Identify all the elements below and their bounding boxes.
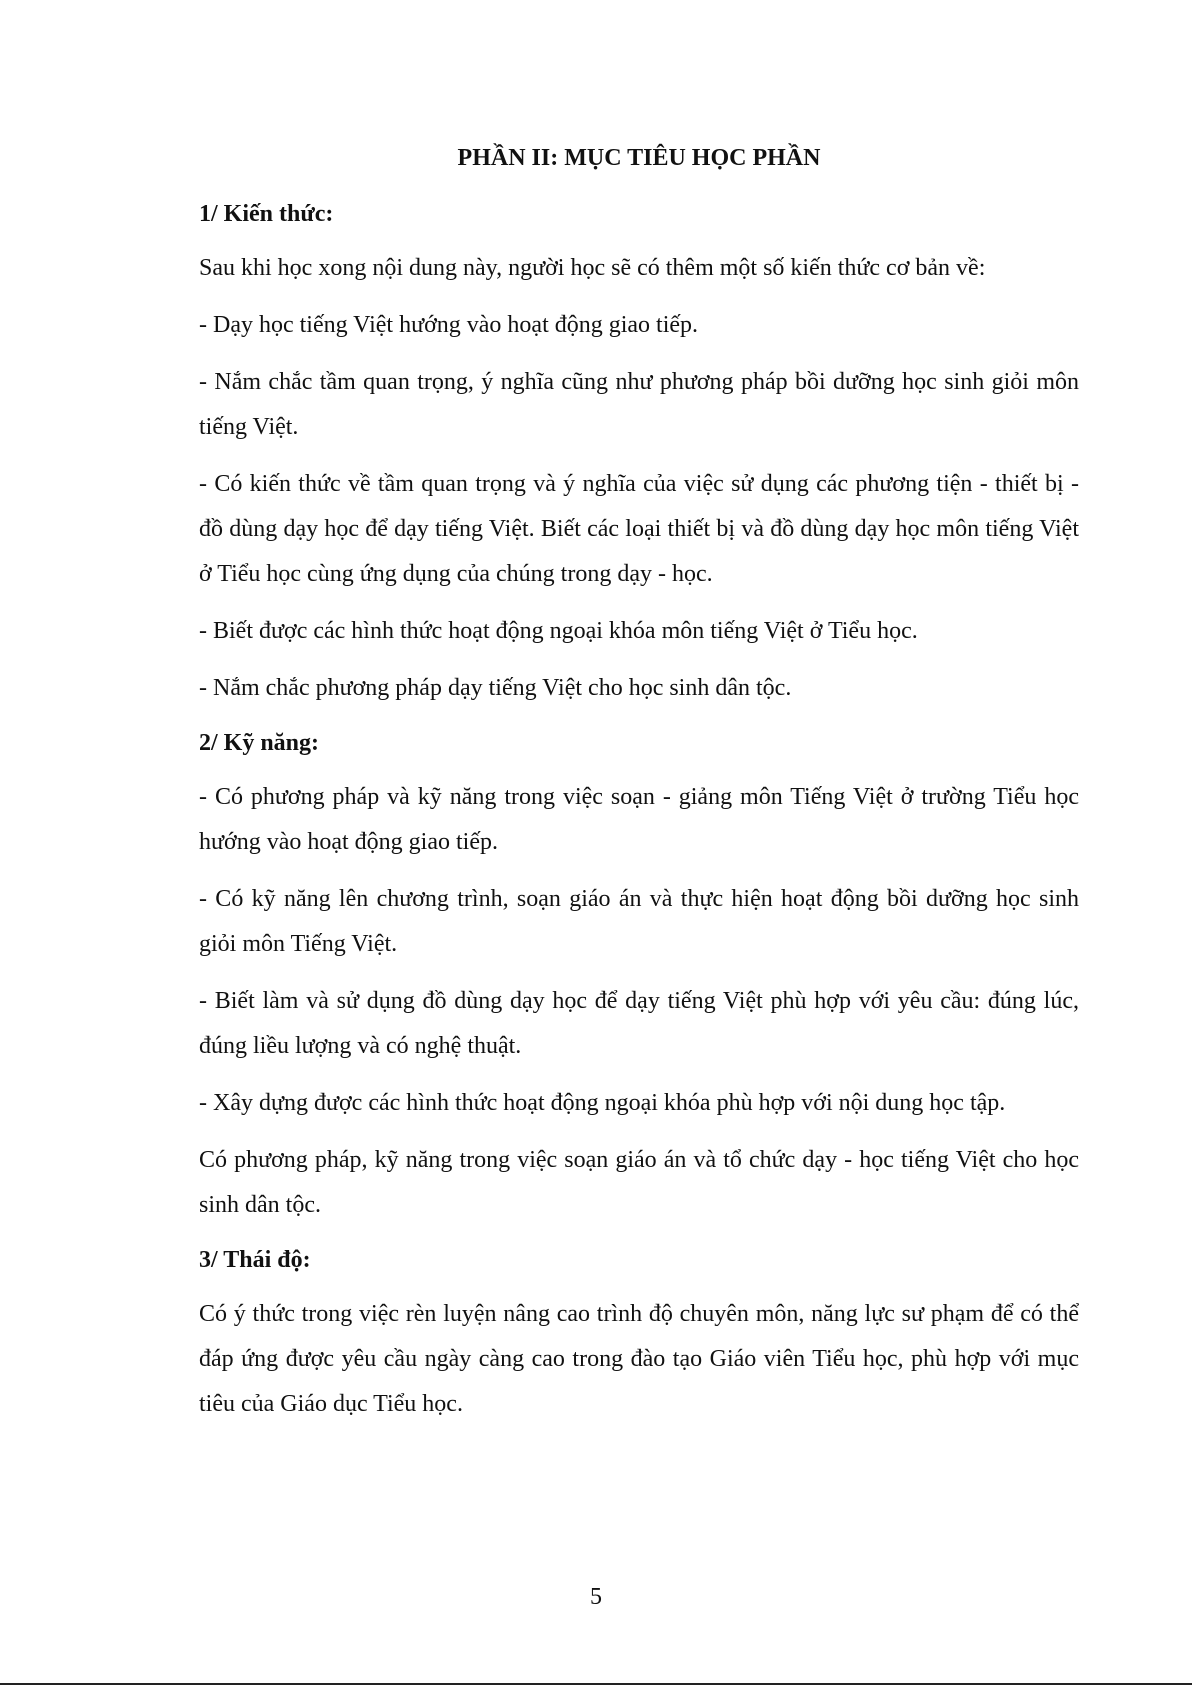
paragraph: - Xây dựng được các hình thức hoạt động ngoại khóa phù hợp với nội dung học tập.: [199, 1090, 1006, 1116]
paragraph: Sau khi học xong nội dung này, người học sẽ có thêm một số kiến thức cơ bản về:: [199, 255, 986, 281]
section-heading: 3/ Thái độ:: [199, 1247, 311, 1273]
paragraph: - Nắm chắc phương pháp dạy tiếng Việt cho học sinh dân tộc.: [199, 675, 792, 701]
paragraph: - Có kiến thức về tầm quan trọng và ý nghĩa của việc sử dụng các phương tiện - thiết bị - đồ dùng dạy học để dạy tiếng Việt. Biết các loại thiết bị và đồ dùng dạy học môn tiếng Việt ở Tiểu học cùng ứng dụng của chúng trong dạy - học.: [199, 471, 1079, 587]
paragraph: - Nắm chắc tầm quan trọng, ý nghĩa cũng như phương pháp bồi dưỡng học sinh giỏi môn tiếng Việt.: [199, 369, 1079, 440]
paragraph: - Biết làm và sử dụng đồ dùng dạy học để dạy tiếng Việt phù hợp với yêu cầu: đúng lúc, đúng liều lượng và có nghệ thuật.: [199, 988, 1079, 1059]
paragraph: - Có kỹ năng lên chương trình, soạn giáo án và thực hiện hoạt động bồi dưỡng học sinh giỏi môn Tiếng Việt.: [199, 886, 1079, 957]
paragraph: Có phương pháp, kỹ năng trong việc soạn giáo án và tổ chức dạy - học tiếng Việt cho học sinh dân tộc.: [199, 1147, 1079, 1218]
paragraph: Có ý thức trong việc rèn luyện nâng cao trình độ chuyên môn, năng lực sư phạm để có thể đáp ứng được yêu cầu ngày càng cao trong đào tạo Giáo viên Tiểu học, phù hợp với mục tiêu của Giáo dục Tiểu học.: [199, 1301, 1079, 1417]
paragraph: - Dạy học tiếng Việt hướng vào hoạt động giao tiếp.: [199, 312, 699, 338]
section-skills: [199, 723, 1079, 1228]
paragraph: - Biết được các hình thức hoạt động ngoại khóa môn tiếng Việt ở Tiểu học.: [199, 618, 918, 644]
section-attitude: [199, 1240, 1079, 1427]
section-heading: 2/ Kỹ năng:: [199, 730, 320, 756]
page-number: 5: [590, 1584, 602, 1610]
page-content: [199, 138, 1079, 1439]
paragraph: - Có phương pháp và kỹ năng trong việc soạn - giảng môn Tiếng Việt ở trường Tiểu học hướng vào hoạt động giao tiếp.: [199, 784, 1079, 855]
section-heading: 1/ Kiến thức:: [199, 201, 334, 227]
page-title: PHẦN II: MỤC TIÊU HỌC PHẦN: [457, 145, 821, 171]
section-knowledge: [199, 194, 1079, 711]
